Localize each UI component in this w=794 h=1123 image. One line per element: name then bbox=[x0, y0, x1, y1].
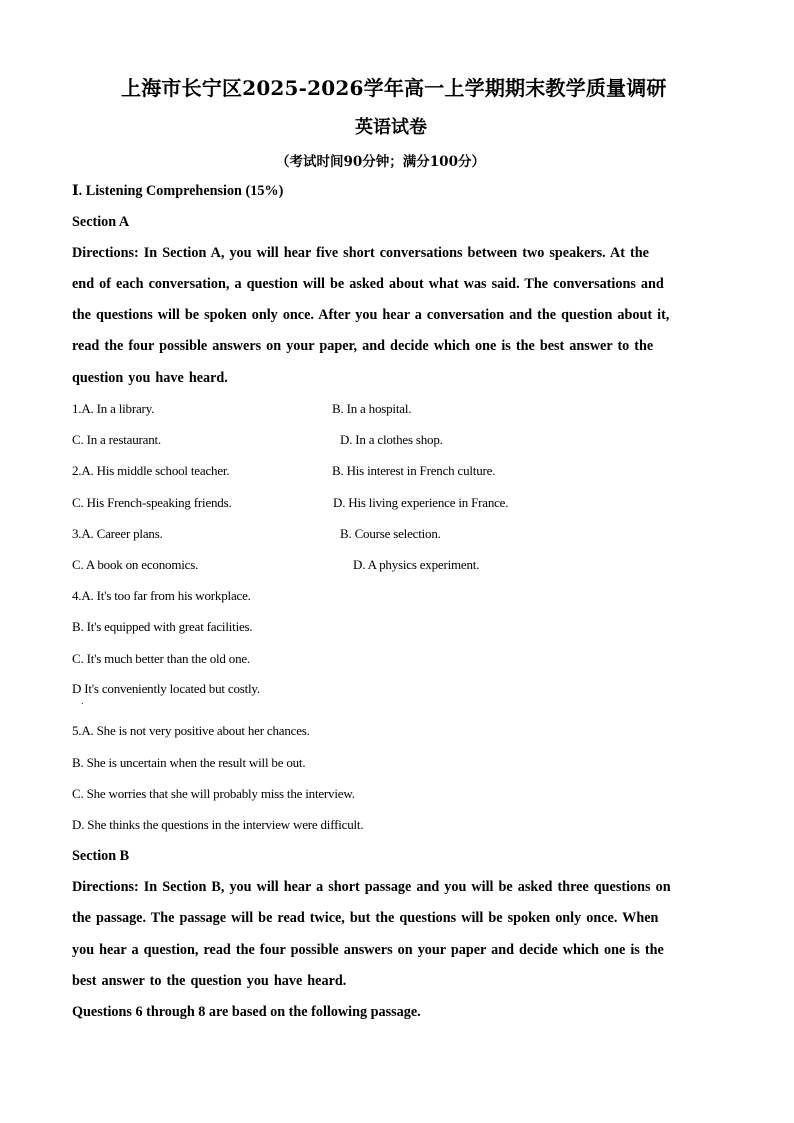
option-b: B. His interest in French culture. bbox=[332, 463, 496, 478]
option-b: B. In a hospital. bbox=[332, 401, 412, 416]
exam-title: 上海市长宁区2025-2026学年高一上学期期末教学质量调研 bbox=[121, 76, 667, 100]
section-a-heading: Section A bbox=[72, 214, 130, 230]
option-d: D It's conveniently located but costly. bbox=[72, 681, 260, 696]
directions-line: Directions: In Section B, you will hear a short passage and you will be asked three questions on bbox=[72, 879, 671, 895]
option-b: B. It's equipped with great facilities. bbox=[72, 619, 253, 634]
exam-time-note: （考试时间90分钟；满分100分） bbox=[276, 154, 485, 170]
passage-intro: Questions 6 through 8 are based on the following passage. bbox=[72, 1004, 421, 1020]
option-c: C. It's much better than the old one. bbox=[72, 651, 250, 666]
option-d: D. She thinks the questions in the interview were difficult. bbox=[72, 817, 364, 832]
option-a: 1.A. In a library. bbox=[72, 401, 155, 416]
part-heading-listening: Ⅰ. Listening Comprehension (15%) bbox=[72, 183, 284, 199]
directions-line: the passage. The passage will be read twice, but the questions will be spoken only once. When bbox=[72, 910, 659, 926]
option-c: C. His French-speaking friends. bbox=[72, 495, 232, 510]
directions-line: end of each conversation, a question will be asked about what was said. The conversations and bbox=[72, 276, 664, 292]
option-a: 5.A. She is not very positive about her chances. bbox=[72, 723, 310, 738]
option-b: B. Course selection. bbox=[340, 526, 441, 541]
option-b: B. She is uncertain when the result will be out. bbox=[72, 755, 306, 770]
section-b-heading: Section B bbox=[72, 848, 130, 864]
directions-line: you hear a question, read the four possible answers on your paper and decide which one is the bbox=[72, 942, 664, 958]
option-d-dot: . bbox=[81, 697, 84, 706]
option-c: C. She worries that she will probably miss the interview. bbox=[72, 786, 355, 801]
option-d: D. His living experience in France. bbox=[333, 495, 509, 510]
option-c: C. A book on economics. bbox=[72, 557, 199, 572]
option-d: D. A physics experiment. bbox=[353, 557, 480, 572]
option-d: D. In a clothes shop. bbox=[340, 432, 443, 447]
directions-line: Directions: In Section A, you will hear five short conversations between two speakers. At the bbox=[72, 245, 649, 261]
option-c: C. In a restaurant. bbox=[72, 432, 161, 447]
option-a: 4.A. It's too far from his workplace. bbox=[72, 588, 251, 603]
directions-line: read the four possible answers on your paper, and decide which one is the best answer to the bbox=[72, 338, 654, 354]
option-a: 3.A. Career plans. bbox=[72, 526, 163, 541]
directions-line: question you have heard. bbox=[72, 370, 228, 386]
option-a: 2.A. His middle school teacher. bbox=[72, 463, 230, 478]
directions-line: the questions will be spoken only once. After you hear a conversation and the question about it, bbox=[72, 307, 670, 323]
exam-subtitle: 英语试卷 bbox=[355, 117, 427, 138]
directions-line: best answer to the question you have heard. bbox=[72, 973, 347, 989]
